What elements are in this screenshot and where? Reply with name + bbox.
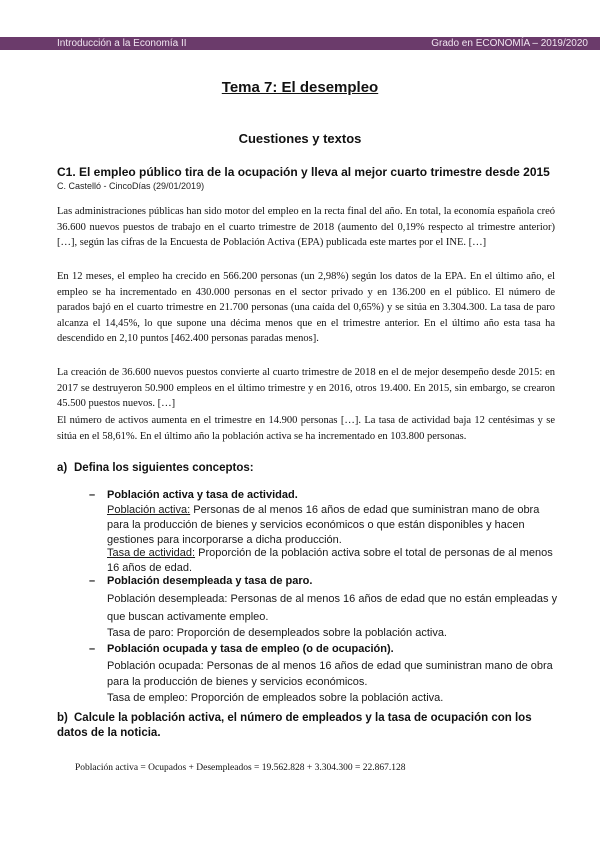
definition-text: Población ocupada: Personas de al menos 16 años de edad que suministran mano de obra para la producción de bienes y servicios económicos. bbox=[107, 660, 553, 688]
concept-heading-3 bbox=[89, 642, 559, 657]
concept-heading-text: Población activa y tasa de actividad. bbox=[107, 489, 298, 501]
article-heading: C1. El empleo público tira de la ocupación y lleva al mejor cuarto trimestre desde 2015 bbox=[57, 165, 550, 179]
article-paragraph-4: El número de activos aumenta en el trimestre en 14.900 personas […]. La tasa de actividad baja 12 centésimas y se sitúa en el 58,61%. En el último año la población activa se ha incrementado en 103.800 personas. bbox=[57, 415, 555, 442]
header-degree: Grado en ECONOMÍA – 2019/2020 bbox=[431, 38, 588, 49]
article-byline: C. Castelló - CincoDías (29/01/2019) bbox=[57, 181, 205, 191]
dash-bullet: – bbox=[89, 643, 96, 655]
definition-poblacion-activa bbox=[107, 503, 559, 548]
page-title: Tema 7: El desempleo bbox=[221, 79, 379, 96]
article-paragraph-1: Las administraciones públicas han sido motor del empleo en la recta final del año. En total, la economía española creó 36.600 nuevos puestos de trabajo en el cuarto trimestre de 2018 (aumento del 0,19% respecto al trimestre anterior) […], según las cifras de la Encuesta de Población Activa (EPA) publicada este martes por el INE. […] bbox=[57, 206, 555, 248]
question-a-text: Defina los siguientes conceptos: bbox=[74, 462, 254, 474]
question-b-label: b) bbox=[57, 712, 68, 724]
concept-heading-1 bbox=[89, 488, 559, 503]
question-a-label: a) bbox=[57, 462, 68, 474]
definition-tasa-paro bbox=[107, 626, 559, 641]
definition-poblacion-ocupada bbox=[107, 658, 559, 690]
definition-term: Tasa de actividad: bbox=[107, 547, 196, 559]
formula-poblacion-activa: Población activa = Ocupados + Desempleados = 19.562.828 + 3.304.300 = 22.867.128 bbox=[75, 763, 406, 773]
article-paragraph-3: La creación de 36.600 nuevos puestos convierte al cuarto trimestre de 2018 en el de mejor desempeño desde 2015: en 2017 se destruyeron 50.900 empleos en el último trimestre y en 2016, otros 19.400. En 2015, sin embargo, se crearon 45.500 puestos nuevos. […] bbox=[57, 367, 555, 409]
concept-heading-text: Población desempleada y tasa de paro. bbox=[107, 575, 313, 587]
definition-text: Tasa de paro: Proporción de desempleados sobre la población activa. bbox=[107, 627, 447, 639]
definition-tasa-empleo bbox=[107, 691, 559, 706]
definition-text: Tasa de empleo: Proporción de empleados sobre la población activa. bbox=[107, 692, 444, 704]
article-paragraph-2: En 12 meses, el empleo ha crecido en 566.200 personas (un 2,98%) según los datos de la EPA. En el último año, el empleo se ha incrementado en 430.000 personas en el sector privado y en 136.200 en el público. El número de parados bajó en el cuarto trimestre en 21.700 personas (una caída del 0,65%) y se sitúa en 3.304.300. La tasa de paro alcanza el 14,45%, lo que supone una décima menos que en el trimestre anterior. En el último año esta tasa ha descendido en 2,10 puntos [462.400 personas paradas menos]. bbox=[57, 271, 555, 344]
dash-bullet: – bbox=[89, 489, 96, 501]
header-course: Introducción a la Economía II bbox=[57, 38, 187, 49]
definition-poblacion-desempleada bbox=[107, 590, 559, 626]
section-subtitle: Cuestiones y textos bbox=[238, 131, 362, 146]
definition-text: Población desempleada: Personas de al menos 16 años de edad que no están empleadas y que buscan activamente empleo. bbox=[107, 593, 558, 623]
dash-bullet: – bbox=[89, 575, 96, 587]
definition-tasa-actividad bbox=[107, 546, 559, 576]
concept-heading-text: Población ocupada y tasa de empleo (o de ocupación). bbox=[107, 643, 394, 655]
definition-text: Personas de al menos 16 años de edad que suministran mano de obra para la producción de bienes y servicios económicos o que están disponibles y hacen gestiones para incorporarse a dicha producción. bbox=[107, 504, 540, 546]
question-a bbox=[57, 461, 555, 476]
question-b bbox=[57, 711, 537, 741]
definition-term: Población activa: bbox=[107, 504, 191, 516]
concept-heading-2 bbox=[89, 574, 559, 589]
question-b-text: Calcule la población activa, el número de empleados y la tasa de ocupación con los datos de la noticia. bbox=[57, 712, 532, 739]
definition-text: Proporción de la población activa sobre el total de personas de al menos 16 años de edad. bbox=[107, 547, 553, 574]
